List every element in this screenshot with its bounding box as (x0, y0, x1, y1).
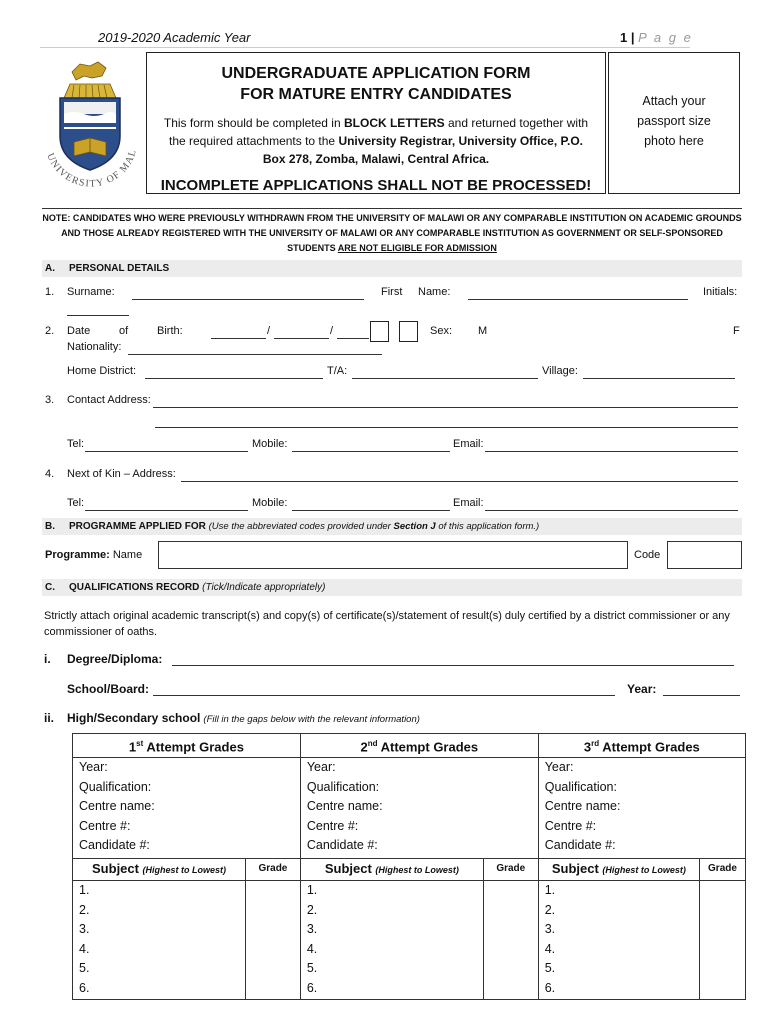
sex-f-checkbox[interactable] (399, 321, 418, 342)
dob-slash: / (267, 325, 271, 337)
academic-year: 2019-2020 Academic Year (98, 30, 251, 45)
attempt-1-info[interactable]: Year: Qualification: Centre name: Centre #: Candidate #: (73, 758, 301, 859)
incomplete-warning: INCOMPLETE APPLICATIONS SHALL NOT BE PROCESSED! (160, 177, 592, 194)
dob-month-field[interactable] (274, 328, 329, 339)
attempt-2-header: 2nd Attempt Grades (300, 734, 538, 758)
nationality-field[interactable] (128, 344, 382, 355)
next-of-kin-address-field[interactable] (181, 471, 738, 482)
attempt-3-header: 3rd Attempt Grades (538, 734, 745, 758)
contact-address-field[interactable] (153, 397, 738, 408)
surname-label: Surname: (67, 286, 115, 298)
attempt-2-grades[interactable] (483, 881, 538, 1000)
university-crest-icon (38, 58, 142, 198)
ta-field[interactable] (352, 368, 538, 379)
email-label: Email: (453, 438, 484, 450)
email-field[interactable] (485, 441, 738, 452)
home-district-field[interactable] (145, 368, 323, 379)
sex-female-label: F (733, 325, 740, 337)
surname-field[interactable] (132, 289, 364, 300)
tel-label: Tel: (67, 438, 85, 450)
next-of-kin-label: Next of Kin – Address: (67, 468, 176, 480)
photo-label-2: passport size (637, 114, 711, 128)
section-b-header: B. PROGRAMME APPLIED FOR (Use the abbreviated codes provided under Section J of this application form.) (42, 518, 742, 535)
header-divider (40, 47, 690, 48)
nationality-label: Nationality: (67, 341, 122, 353)
dob-label: Birth: (157, 325, 183, 337)
attempt-1-header: 1st Attempt Grades (73, 734, 301, 758)
first-name-field[interactable] (468, 289, 688, 300)
dob-year-field[interactable] (337, 328, 369, 339)
dob-label: of (119, 325, 129, 337)
contact-address-label: Contact Address: (67, 394, 151, 406)
qualification-instruction: Strictly attach original academic transcript(s) and copy(s) of certificate(s)/statement of result(s) duly certified by a district commissioner or any commissioner of oaths. (44, 610, 730, 638)
kin-email-label: Email: (453, 497, 484, 509)
attempt-1-subjects[interactable]: 1. 2. 3. 4. 5. 6. (73, 881, 246, 1000)
sex-label: Sex: (430, 325, 453, 337)
photo-label-1: Attach your (642, 94, 706, 108)
high-school-label: High/Secondary school (Fill in the gaps below with the relevant information) (67, 711, 420, 725)
photo-label-3: photo here (644, 134, 704, 148)
subject-header: Subject (Highest to Lowest) (73, 859, 246, 881)
attempt-2-info[interactable]: Year: Qualification: Centre name: Centre #: Candidate #: (300, 758, 538, 859)
form-title: UNDERGRADUATE APPLICATION FORM FOR MATURE ENTRY CANDIDATES (221, 65, 531, 103)
kin-email-field[interactable] (485, 500, 738, 511)
school-board-label: School/Board: (67, 682, 150, 696)
grades-table (72, 733, 746, 1000)
attempt-3-subjects[interactable]: 1. 2. 3. 4. 5. 6. (538, 881, 699, 1000)
mobile-label: Mobile: (252, 438, 288, 450)
first-label: First (381, 286, 403, 298)
form-instructions: This form should be completed in BLOCK LETTERS and returned together with the required attachments to the University Registrar, University Office, P.O. Box 278, Zomba, Malawi, Central Africa. (163, 116, 589, 166)
home-district-label: Home District: (67, 365, 137, 377)
attempt-3-info[interactable]: Year: Qualification: Centre name: Centre #: Candidate #: (538, 758, 745, 859)
kin-mobile-label: Mobile: (252, 497, 288, 509)
dob-day-field[interactable] (211, 328, 266, 339)
subject-header: Subject (Highest to Lowest) (300, 859, 483, 881)
section-a-header: A. PERSONAL DETAILS (42, 260, 742, 277)
village-field[interactable] (583, 368, 735, 379)
tel-field[interactable] (85, 441, 248, 452)
school-board-field[interactable] (153, 685, 615, 696)
attempt-3-grades[interactable] (699, 881, 745, 1000)
eligibility-note: NOTE: CANDIDATES WHO WERE PREVIOUSLY WITHDRAWN FROM THE UNIVERSITY OF MALAWI OR ANY COMPARABLE INSTITUTION ON ACADEMIC GROUNDS AND THOSE ALREADY REGISTERED WITH THE UNIVERSITY OF MALAWI OR ANY COMPARABLE INSTITUTION AS GOVERNMENT OR SELF-SPONSORED STUDENTS ARE NOT ELIGIBLE FOR ADMISSION (42, 208, 742, 256)
dob-label: Date (67, 325, 91, 337)
code-label: Code (634, 549, 661, 561)
passport-photo-box[interactable] (608, 52, 740, 194)
item-number: i. (44, 652, 51, 666)
form-title-box (146, 52, 606, 194)
item-number: 3. (45, 394, 55, 406)
grade-header: Grade (699, 859, 745, 881)
item-number: ii. (44, 711, 55, 725)
subject-header: Subject (Highest to Lowest) (538, 859, 699, 881)
grade-header: Grade (246, 859, 301, 881)
section-c-header: C. QUALIFICATIONS RECORD (Tick/Indicate appropriately) (42, 579, 742, 596)
first-name-label: Name: (418, 286, 451, 298)
contact-address-field-2[interactable] (155, 417, 738, 428)
initials-label: Initials: (703, 286, 738, 298)
item-number: 2. (45, 325, 55, 337)
village-label: Village: (542, 365, 578, 377)
kin-tel-label: Tel: (67, 497, 85, 509)
attempt-1-grades[interactable] (246, 881, 301, 1000)
kin-tel-field[interactable] (85, 500, 248, 511)
degree-label: Degree/Diploma: (67, 652, 163, 666)
degree-field[interactable] (172, 655, 734, 666)
item-number: 1. (45, 286, 55, 298)
programme-label: Programme: Name (45, 549, 143, 561)
sex-male-label: M (478, 325, 488, 337)
initials-field[interactable] (67, 305, 129, 316)
sex-m-checkbox[interactable] (370, 321, 389, 342)
mobile-field[interactable] (292, 441, 450, 452)
kin-mobile-field[interactable] (292, 500, 450, 511)
dob-slash: / (330, 325, 334, 337)
svg-text:UNIVERSITY OF MALAWI: UNIVERSITY OF MAL (44, 147, 140, 190)
year-field[interactable] (663, 685, 740, 696)
attempt-2-subjects[interactable]: 1. 2. 3. 4. 5. 6. (300, 881, 483, 1000)
university-logo (38, 58, 142, 198)
programme-name-field[interactable] (158, 541, 628, 569)
grade-header: Grade (483, 859, 538, 881)
programme-code-field[interactable] (667, 541, 742, 569)
item-number: 4. (45, 468, 55, 480)
year-label: Year: (627, 682, 657, 696)
page-number: 1 | P a g e (620, 30, 693, 45)
ta-label: T/A: (327, 365, 348, 377)
